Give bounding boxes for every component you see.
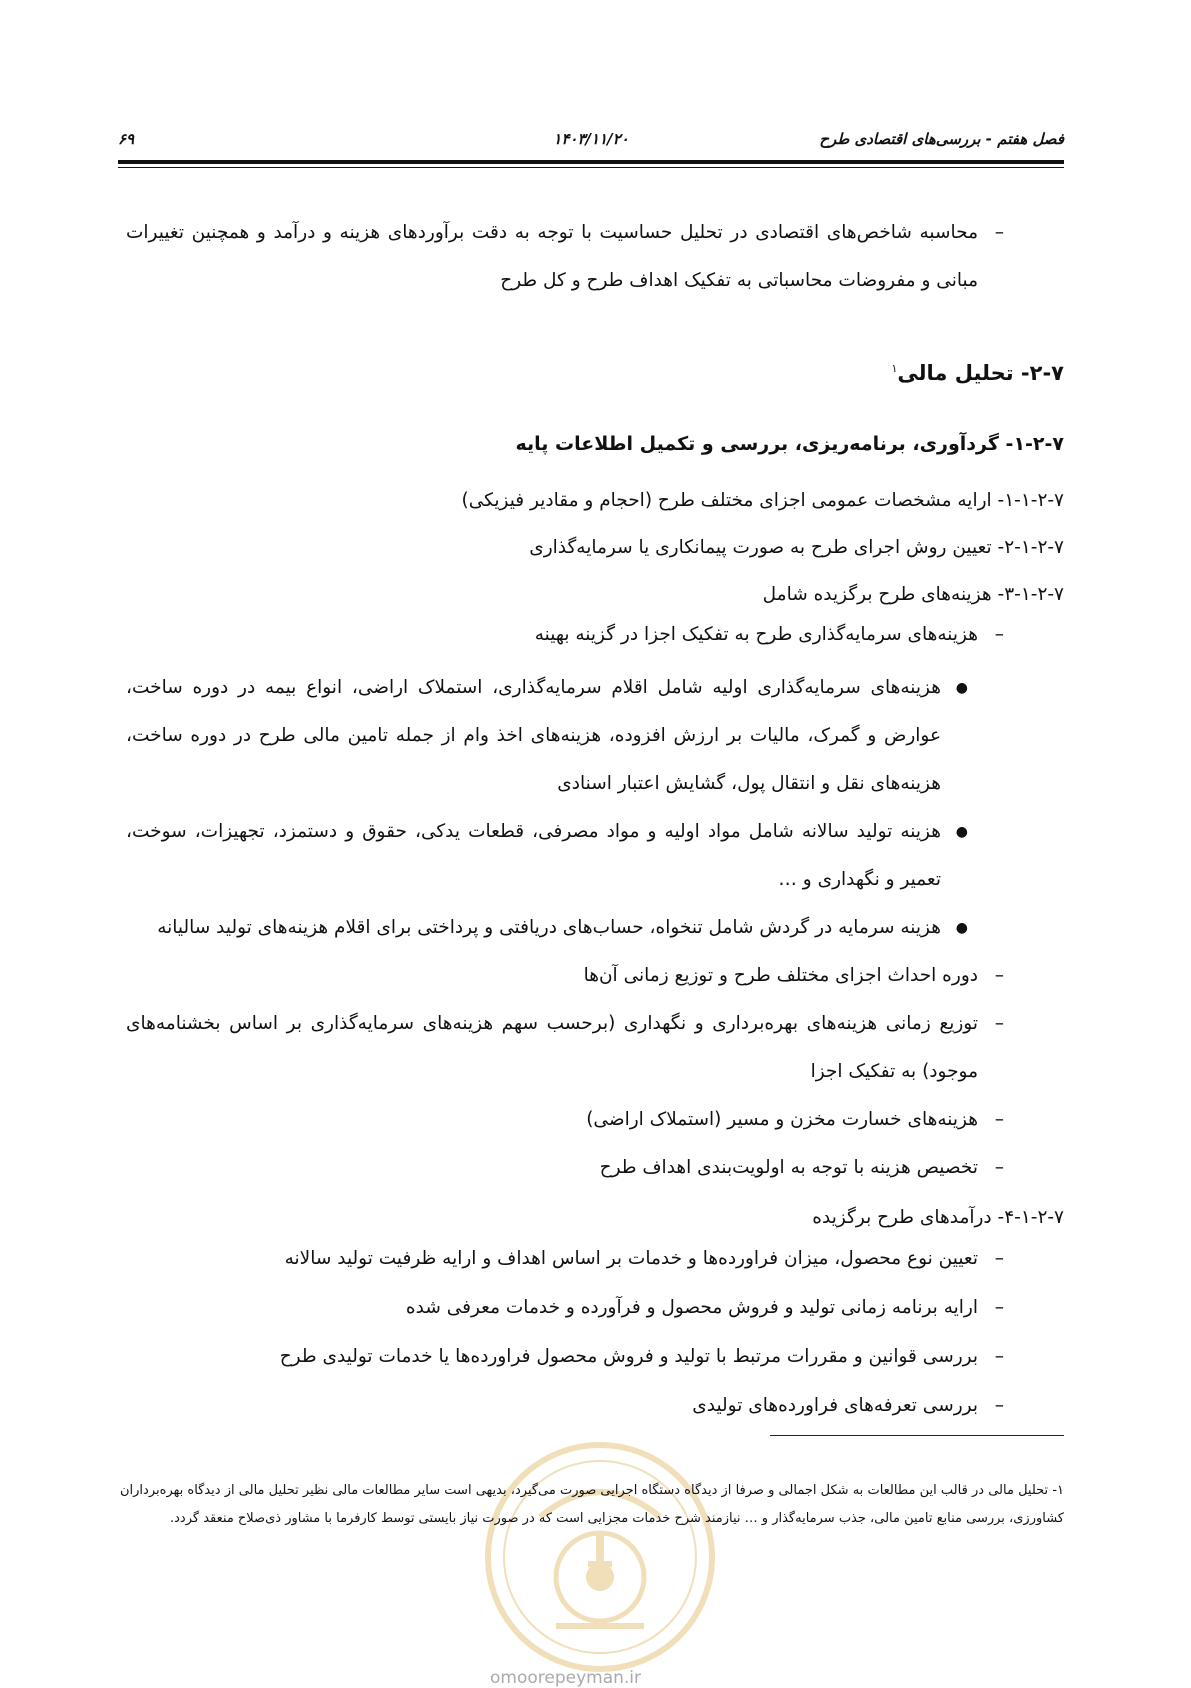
watermark-site-text: omoorepeyman.ir (490, 1668, 642, 1688)
list-item: توزیع زمانی هزینه‌های بهره‌برداری و نگهداری (برحسب سهم هزینه‌های سرمایه‌گذاری بر اساس بخشنامه‌های موجود) به تفکیک اجزا (126, 1013, 978, 1082)
footnote-reference: ۱ (891, 362, 898, 375)
bullet-item: هزینه تولید سالانه شامل مواد اولیه و مواد مصرفی، قطعات یدکی، حقوق و دستمزد، تجهیزات، سوخت، تعمیر و نگهداری و … (126, 821, 941, 890)
dash-marker: – (994, 1013, 1004, 1034)
dash-marker: – (994, 1248, 1004, 1269)
dash-marker: – (994, 1346, 1004, 1367)
section-title: ۲-۷- تحلیل مالی (897, 361, 1064, 385)
footnote-text: ۱- تحلیل مالی در قالب این مطالعات به شکل اجمالی و صرفا از دیدگاه دستگاه اجرایی صورت می‌گیرد، بدیهی است سایر مطالعات مالی نظیر تحلیل مالی از دیدگاه بهره‌برداران کشاورزی، بررسی منابع تامین مالی، جذب سرمایه‌گذار و … نیازمند شرح خدمات مجزایی است که در صورت نیاز بایستی توسط کارفرما با مشاور ذی‌صلاح منعقد گردد. (120, 1483, 1064, 1526)
item-heading: ۲-۱-۲-۷- تعیین روش اجرای طرح به صورت پیمانکاری یا سرمایه‌گذاری (529, 537, 1064, 558)
item-heading: ۳-۱-۲-۷- هزینه‌های طرح برگزیده شامل (762, 584, 1064, 605)
item-heading: ۱-۱-۲-۷- ارایه مشخصات عمومی اجزای مختلف طرح (احجام و مقادیر فیزیکی) (461, 490, 1064, 511)
footnote-rule (770, 1435, 1064, 1436)
subsection-heading: ۱-۲-۷- گردآوری، برنامه‌ریزی، بررسی و تکمیل اطلاعات پایه (515, 433, 1064, 455)
dash-marker: – (994, 222, 1004, 243)
list-item: دوره احداث اجزای مختلف طرح و توزیع زمانی آن‌ها (583, 965, 978, 986)
dash-marker: – (994, 624, 1004, 645)
item-heading: ۴-۱-۲-۷- درآمدهای طرح برگزیده (812, 1207, 1064, 1228)
bullet-item: هزینه سرمایه در گردش شامل تنخواه، حساب‌های دریافتی و پرداختی برای اقلام هزینه‌های تولید سالیانه (157, 917, 941, 938)
list-item: هزینه‌های سرمایه‌گذاری طرح به تفکیک اجزا در گزینه بهینه (534, 624, 978, 645)
list-item: هزینه‌های خسارت مخزن و مسیر (استملاک اراضی) (586, 1109, 978, 1130)
bullet-marker: ● (955, 920, 968, 936)
section-heading (891, 351, 1064, 391)
dash-marker: – (994, 965, 1004, 986)
list-item: تخصیص هزینه با توجه به اولویت‌بندی اهداف طرح (599, 1157, 978, 1178)
page-number: ۶۹ (118, 130, 135, 148)
dash-marker: – (994, 1157, 1004, 1178)
watermark-seal-icon (480, 1437, 720, 1677)
list-item: بررسی تعرفه‌های فراورده‌های تولیدی (692, 1395, 978, 1416)
page-header (118, 130, 1064, 156)
chapter-title: فصل هفتم - بررسی‌های اقتصادی طرح (819, 130, 1064, 148)
dash-marker: – (994, 1109, 1004, 1130)
intro-paragraph: محاسبه شاخص‌های اقتصادی در تحلیل حساسیت با توجه به دقت برآوردهای هزینه و درآمد و همچنین تغییرات مبانی و مفروضات محاسباتی به تفکیک اهداف طرح و کل طرح (126, 222, 978, 291)
list-item: ارایه برنامه زمانی تولید و فروش محصول و فرآورده و خدمات معرفی شده (405, 1297, 978, 1318)
dash-marker: – (994, 1297, 1004, 1318)
header-date: ۱۴۰۳/۱۱/۲۰ (553, 130, 629, 148)
bullet-item: هزینه‌های سرمایه‌گذاری اولیه شامل اقلام سرمایه‌گذاری، استملاک اراضی، انواع بیمه در دوره ساخت، عوارض و گمرک، مالیات بر ارزش افزوده، هزینه‌های اخذ وام از جمله تامین مالی طرح در دوره ساخت، هزینه‌های نقل و انتقال پول، گشایش اعتبار اسنادی (126, 677, 941, 794)
header-rule-thin (118, 167, 1064, 168)
list-item: بررسی قوانین و مقررات مرتبط با تولید و فروش محصول فراورده‌ها یا خدمات تولیدی طرح (279, 1346, 978, 1367)
dash-marker: – (994, 1395, 1004, 1416)
bullet-marker: ● (955, 680, 968, 696)
bullet-marker: ● (955, 824, 968, 840)
list-item: تعیین نوع محصول، میزان فراورده‌ها و خدمات بر اساس اهداف و ارایه ظرفیت تولید سالانه (284, 1248, 978, 1269)
header-rule-thick (118, 160, 1064, 164)
